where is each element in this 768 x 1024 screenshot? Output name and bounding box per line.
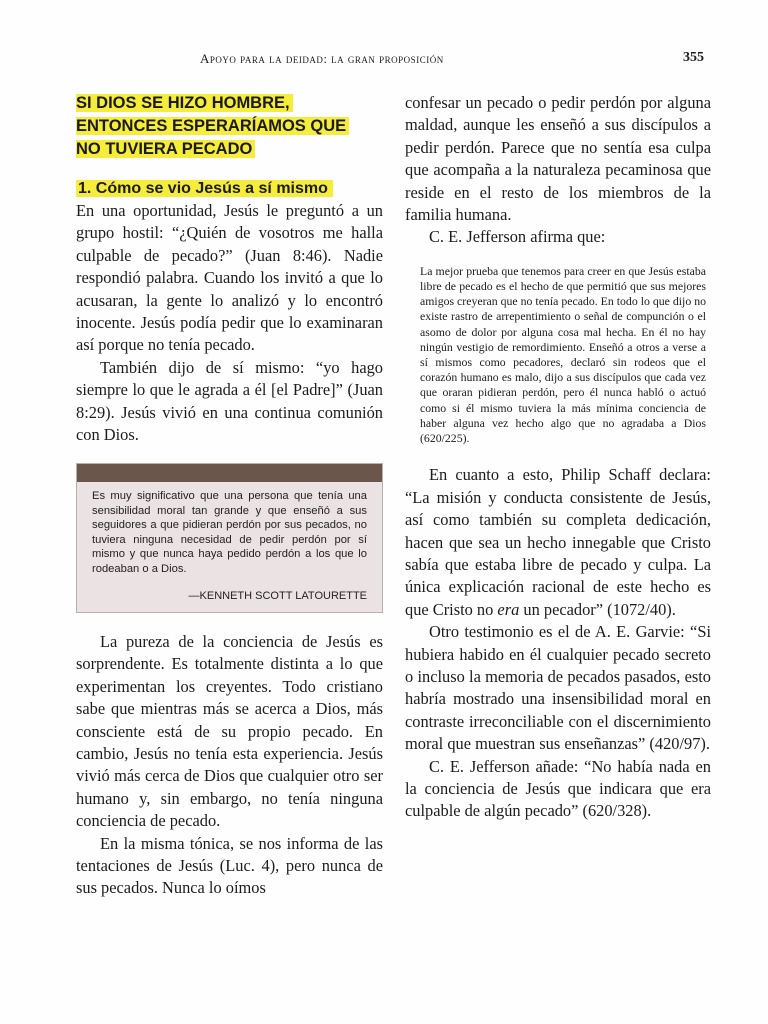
paragraph-text: En cuanto a esto, Philip Schaff declara: “La misión y conducta consistente de Jesús, así como también su completa dedicación, hacen que sea un hecho innegable que Cristo sabía que estaba libre de pecado y culpa. La única explicación racional de este hecho es que Cristo no bbox=[405, 465, 711, 619]
heading-line: NO TUVIERA PECADO bbox=[76, 140, 255, 158]
sidebar-quote-text: Es muy significativo que una persona que tenía una sensibilidad moral tan grande y que enseñó a sus seguidores a que pidieran perdón por sus pecados, no tuviera ninguna necesidad de pedir perdón por sí mismo y que nunca haya pedido perdón a los que lo rodeaban o a Dios. bbox=[92, 490, 367, 575]
page-number: 355 bbox=[683, 50, 704, 65]
paragraph: La pureza de la conciencia de Jesús es sorprendente. Es totalmente distinta a lo que experimentan los creyentes. Todo cristiano sabe que mientras más se acerca a Dios, más consciente está de su propio pecado. En cambio, Jesús no tenía esta experiencia. Jesús vivió más cerca de Dios que cualquier otro ser humano y, sin embargo, no tenía ninguna conciencia de pecado. bbox=[76, 631, 383, 831]
heading-line: ENTONCES ESPERARÍAMOS QUE bbox=[76, 117, 349, 135]
paragraph: confesar un pecado o pedir perdón por alguna maldad, aunque les enseñó a sus discípulos a pedir perdón. Parece que no sentía esa culpa que acompaña a la naturaleza pecaminosa que reside en el resto de los miembros de la familia humana. bbox=[405, 93, 711, 225]
running-head: Apoyo para la deidad: la gran proposición bbox=[200, 51, 444, 66]
block-quote: La mejor prueba que tenemos para creer en que Jesús estaba libre de pecado es el hecho de que permitió que sus mejores amigos creyeran que no tenía pecado. En todo lo que dijo no existe rastro de arrepentimiento o señal de compunción o el asomo de dolor por alguna cosa mal hecha. En él no hay ningún vestigio de remordimiento. Enseñó a otros a verse a sí mismos como pecadores, declaró sin rodeos que el corazón humano es malo, dijo a sus discípulos que cada vez que oraran pidieran perdón, pero él nunca habló o actuó como si él mismo tuviera la más mínima conciencia de haber alguna vez hecho algo que no agradaba a Dios (620/225). bbox=[420, 263, 706, 446]
quote-box-header-bar bbox=[77, 464, 382, 482]
paragraph bbox=[405, 464, 711, 621]
section-heading bbox=[76, 92, 383, 161]
heading-line: SI DIOS SE HIZO HOMBRE, bbox=[76, 94, 293, 112]
paragraph: En la misma tónica, se nos informa de las tentaciones de Jesús (Luc. 4), pero nunca de sus pecados. Nunca lo oímos bbox=[76, 833, 383, 898]
left-column bbox=[76, 92, 383, 900]
paragraph: Otro testimonio es el de A. E. Garvie: “Si hubiera habido en él cualquier pecado secreto o incluso la memoria de pecados pasados, esto habría mostrado una insensibilidad moral en contraste irreconciliable con el discernimiento moral que muestran sus enseñanzas” (420/97). bbox=[405, 622, 711, 754]
emphasized-word: era bbox=[497, 599, 520, 619]
paragraph: C. E. Jefferson afirma que: bbox=[429, 227, 606, 247]
paragraph: C. E. Jefferson añade: “No había nada en la conciencia de Jesús que indicara que era culpable de algún pecado” (620/328). bbox=[405, 756, 711, 821]
right-column bbox=[405, 92, 711, 823]
sidebar-quote-box bbox=[76, 463, 383, 612]
paragraph-text: un pecador” (1072/40). bbox=[519, 599, 676, 619]
paragraph: En una oportunidad, Jesús le preguntó a un grupo hostil: “¿Quién de vosotros me halla culpable de pecado?” (Juan 8:46). Nadie respondió palabra. Cuando los invitó a que lo acusaran, la gente lo analizó y lo encontró inocente. Jesús podía pedir que lo examinaran así porque no tenía pecado. bbox=[76, 201, 383, 355]
paragraph: También dijo de sí mismo: “yo hago siempre lo que le agrada a él [el Padre]” (Juan 8:29). Jesús vivió en una continua comunión con Dios. bbox=[76, 357, 383, 445]
subheading-text: 1. Cómo se vio Jesús a sí mismo bbox=[76, 180, 333, 197]
sidebar-quote-attribution: —KENNETH SCOTT LATOURETTE bbox=[188, 589, 367, 602]
subsection-heading bbox=[76, 178, 383, 200]
